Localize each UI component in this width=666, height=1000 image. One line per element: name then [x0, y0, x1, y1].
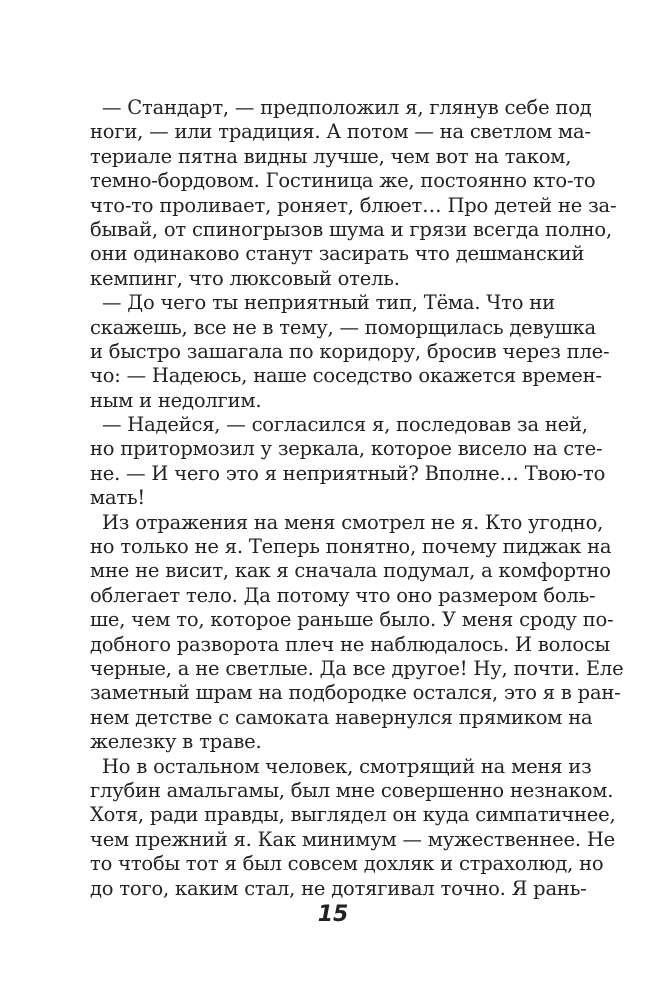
text-line: кемпинг, что люксовый отель. [90, 266, 400, 290]
text-line: заметный шрам на подбородке остался, это я в ран- [90, 681, 621, 705]
text-line: бывай, от спиногрызов шума и грязи всегда полно, [90, 217, 612, 241]
text-line: но притормозил у зеркала, которое висело на сте- [90, 437, 603, 461]
text-line: и быстро зашагала по коридору, бросив через пле- [90, 339, 610, 363]
text-line: — Надейся, — согласился я, последовав за ней, [90, 413, 588, 437]
text-line: скажешь, все не в тему, — поморщилась девушка [90, 315, 596, 339]
text-line: чем прежний я. Как минимум — мужественнее. Не [90, 827, 615, 851]
text-line: Из отражения на меня смотрел не я. Кто угодно, [90, 510, 604, 534]
text-line: не. — И чего это я неприятный? Вполне… Твою-то [90, 461, 606, 485]
page-number: 15 [317, 902, 349, 927]
text-line: но только не я. Теперь понятно, почему пиджак на [90, 535, 612, 559]
text-line: глубин амальгамы, был мне совершенно незнаком. [90, 778, 614, 802]
text-line: ше, чем то, которое раньше было. У меня сроду по- [90, 608, 614, 632]
text-line: до того, каким стал, не дотягивал точно. Я рань- [90, 876, 587, 900]
text-line: ным и недолгим. [90, 388, 262, 412]
text-line: чо: — Надеюсь, наше соседство окажется времен- [90, 364, 602, 388]
text-line: темно-бордовом. Гостиница же, постоянно кто-то [90, 169, 596, 193]
text-line: нем детстве с самоката навернулся прямиком на [90, 705, 593, 729]
text-line: Хотя, ради правды, выглядел он куда симпатичнее, [90, 803, 616, 827]
text-line: териале пятна видны лучше, чем вот на таком, [90, 144, 572, 168]
text-line: мне не висит, как я сначала подумал, а комфортно [90, 559, 611, 583]
text-line: что-то проливает, роняет, блюет… Про детей не за- [90, 193, 617, 217]
text-line: облегает тело. Да потому что оно размером боль- [90, 583, 596, 607]
text-line: железку в траве. [90, 730, 262, 754]
text-line: добного разворота плеч не наблюдалось. И волосы [90, 632, 610, 656]
text-line: — До чего ты неприятный тип, Тёма. Что ни [90, 291, 555, 315]
text-line: они одинаково станут засирать что дешманский [90, 242, 585, 266]
text-line: черные, а не светлые. Да все другое! Ну, почти. Еле [90, 656, 624, 680]
body-text [90, 96, 624, 901]
text-line: мать! [90, 486, 146, 510]
text-line: ноги, — или традиция. А потом — на светлом ма- [90, 120, 591, 144]
text-line: Но в остальном человек, смотрящий на меня из [90, 754, 592, 778]
text-line: — Стандарт, — предположил я, глянув себе под [90, 96, 592, 119]
text-line: то чтобы тот я был совсем дохляк и страхолюд, но [90, 852, 604, 876]
